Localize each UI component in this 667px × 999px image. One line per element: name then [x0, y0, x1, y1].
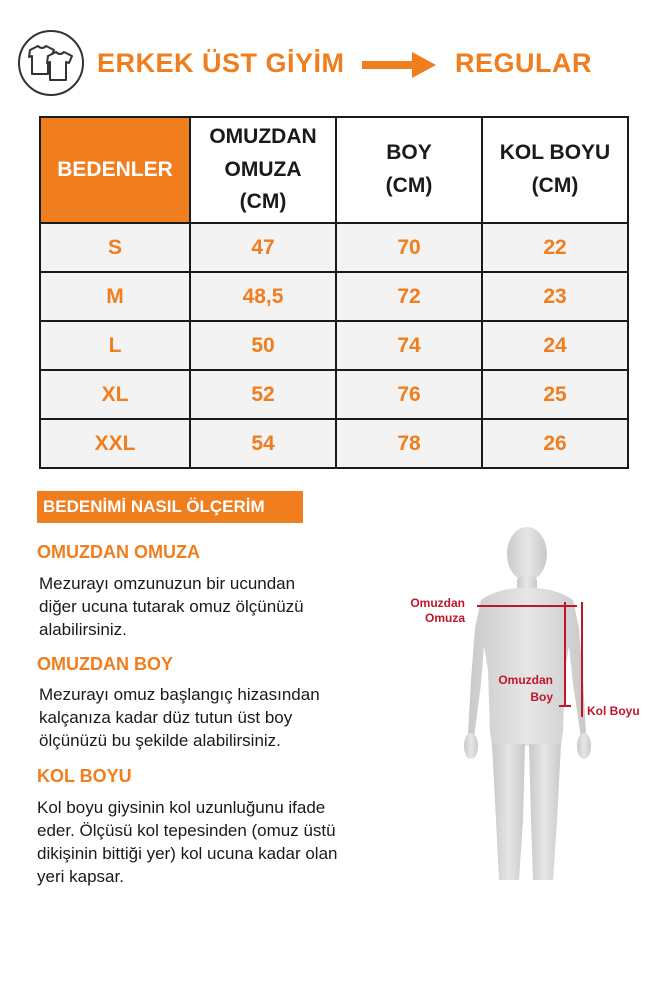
header-line: BOY: [386, 141, 432, 165]
table-cell: 78: [336, 419, 482, 468]
table-cell: 26: [482, 419, 628, 468]
size-table: [39, 116, 629, 469]
label-length: [479, 672, 553, 706]
body-line: eder. Ölçüsü kol tepesinden (omuz üstü: [37, 821, 336, 840]
table-row: [40, 223, 628, 272]
table-row: [40, 272, 628, 321]
measurement-figure: [395, 520, 667, 900]
table-header-row: [40, 117, 628, 223]
header-line: OMUZA: [224, 157, 302, 181]
body-line: ölçünüzü bu şekilde alabilirsiniz.: [39, 731, 281, 750]
body-line: Mezurayı omzunuzun bir ucundan: [39, 574, 296, 593]
table-cell: 23: [482, 272, 628, 321]
table-cell: 48,5: [190, 272, 336, 321]
table-cell: 70: [336, 223, 482, 272]
body-line: Mezurayı omuz başlangıç hizasından: [39, 685, 320, 704]
body-line: alabilirsiniz.: [39, 620, 127, 639]
table-cell: XXL: [40, 419, 190, 468]
fit-title: REGULAR: [455, 48, 592, 78]
section-title-sleeve: KOL BOYU: [37, 766, 132, 786]
table-cell: S: [40, 223, 190, 272]
how-to-measure-banner: BEDENİMİ NASIL ÖLÇERİM: [37, 491, 303, 523]
table-cell: 72: [336, 272, 482, 321]
section-body-shoulder: [39, 572, 384, 641]
label-line: Omuzdan: [498, 673, 553, 687]
label-line: Boy: [530, 690, 553, 704]
table-row: [40, 321, 628, 370]
table-cell: M: [40, 272, 190, 321]
table-cell: 74: [336, 321, 482, 370]
table-cell: 24: [482, 321, 628, 370]
table-header-cell: [190, 117, 336, 223]
table-cell: 47: [190, 223, 336, 272]
tshirt-logo-icon: [18, 30, 84, 96]
table-cell: 52: [190, 370, 336, 419]
table-cell: 54: [190, 419, 336, 468]
table-cell: 50: [190, 321, 336, 370]
table-cell: L: [40, 321, 190, 370]
body-line: diğer ucuna tutarak omuz ölçünüzü: [39, 597, 304, 616]
body-line: dikişinin bittiği yer) kol ucuna kadar olan: [37, 844, 338, 863]
header-line: (CM): [531, 174, 579, 197]
header-line: (CM): [385, 174, 433, 197]
body-line: yeri kapsar.: [37, 867, 124, 886]
label-line: Omuzdan: [410, 596, 465, 610]
label-line: Omuza: [424, 611, 465, 625]
table-row: [40, 370, 628, 419]
label-shoulder: [395, 596, 465, 626]
table-cell: XL: [40, 370, 190, 419]
section-body-sleeve: [37, 796, 382, 888]
table-cell: 25: [482, 370, 628, 419]
table-header-cell: BEDENLER: [40, 117, 190, 223]
table-header-cell: [482, 117, 628, 223]
arrow-right-icon: [362, 52, 436, 78]
table-cell: 22: [482, 223, 628, 272]
header-line: (CM): [239, 190, 287, 214]
body-line: Kol boyu giysinin kol uzunluğunu ifade: [37, 798, 326, 817]
header: [0, 0, 667, 110]
table-cell: 76: [336, 370, 482, 419]
table-header-cell: [336, 117, 482, 223]
section-title-length: OMUZDAN BOY: [37, 654, 173, 674]
section-body-length: [39, 683, 384, 752]
header-line: KOL BOYU: [499, 141, 611, 165]
section-title-shoulder: OMUZDAN OMUZA: [37, 542, 200, 562]
header-line: OMUZDAN: [209, 125, 317, 149]
body-line: kalçanıza kadar düz tutun üst boy: [39, 708, 293, 727]
table-row: [40, 419, 628, 468]
category-title: ERKEK ÜST GİYİM: [97, 48, 345, 78]
label-sleeve: Kol Boyu: [587, 704, 640, 718]
